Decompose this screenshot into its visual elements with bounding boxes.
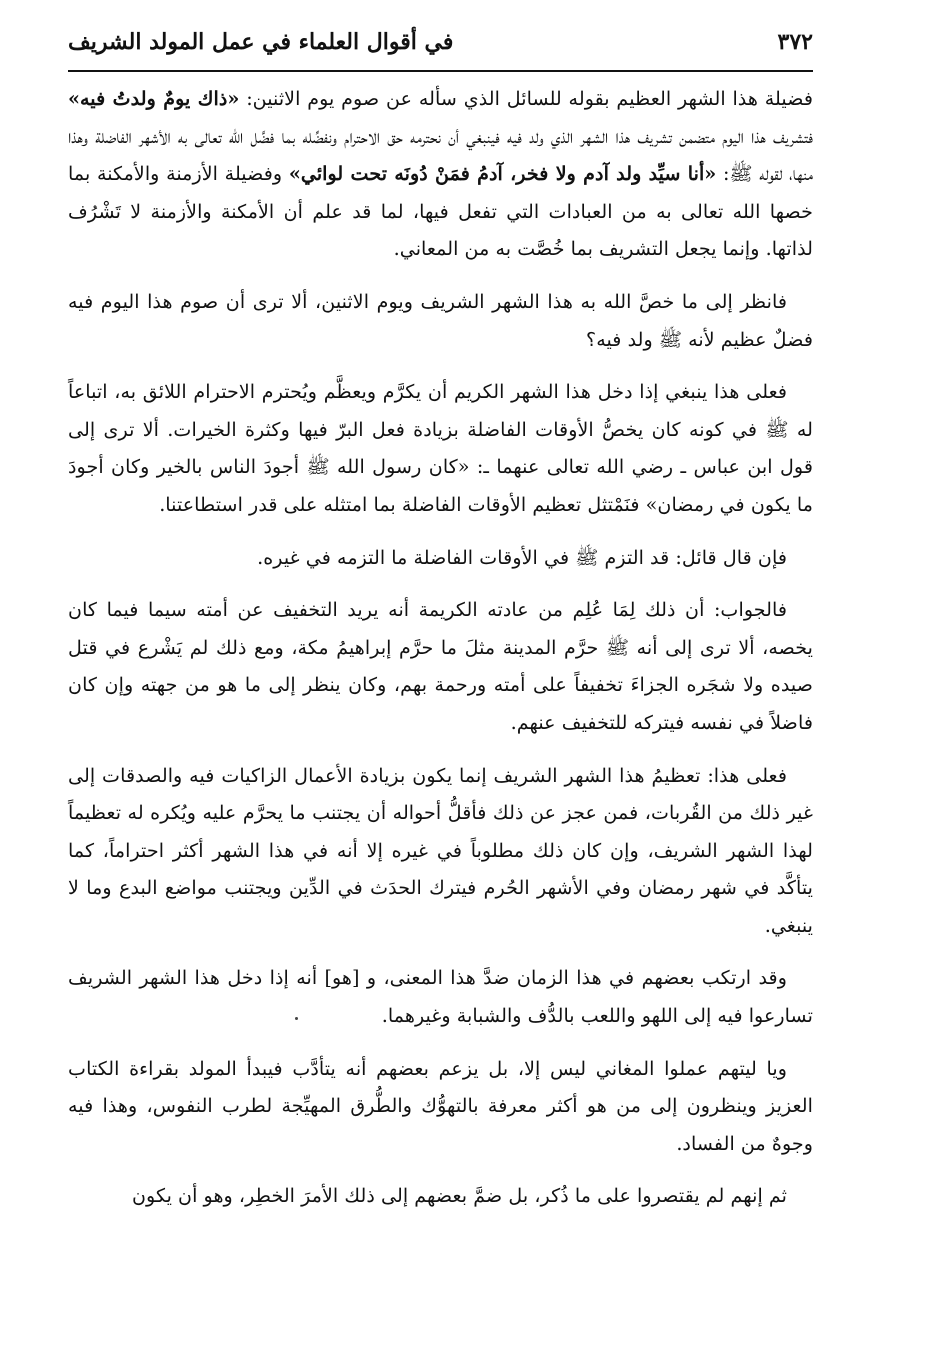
- paragraph-4-text: فإن قال قائل: قد التزم ﷺ في الأوقات الفاضلة ما التزمه في غيره.: [257, 545, 787, 569]
- paragraph-2-text: فانظر إلى ما خصَّ الله به هذا الشهر الشريف ويوم الاثنين، ألا ترى أن صوم هذا اليوم فيه فضلٌ عظيم لأنه ﷺ ولد فيه؟: [68, 289, 813, 351]
- paragraph-9: [68, 1177, 813, 1215]
- paragraph-1-text-3: وفضيلة الأزمنة والأمكنة بما خصها الله تعالى به من العبادات التي تفعل فيها، لما قد علم أن الأمكنة والأزمنة لا تَشْرُف لذاتها. وإنما يجعل التشريف بما خُصَّت به من المعاني.: [68, 162, 813, 261]
- hadith-quote-1: «ذاك يومٌ ولدتُ فيه»: [68, 87, 240, 110]
- paragraph-9-text: ثم إنهم لم يقتصروا على ما ذُكر، بل ضمَّ بعضهم إلى ذلك الأمرَ الخطِر، وهو أن يكون: [131, 1184, 787, 1208]
- paragraph-6-text: فعلى هذا: تعظيمُ هذا الشهر الشريف إنما يكون بزيادة الأعمال الزاكيات فيه والصدقات إلى غير ذلك من القُربات، فمن عجز عن ذلك فأقلُّ أحواله أن يجتنب ما يحرَّم عليه ويُكره له تعظيماً لهذا الشهر الشريف، وإن كان ذلك مطلوباً في غيره إلا أنه في هذا الشهر أكثر احتراماً، كما يتأكَّد في شهر رمضان وفي الأشهر الحُرم فيترك الحدَث في الدِّين ويجتنب مواضع البدع وما لا ينبغي.: [68, 763, 813, 937]
- paragraph-2: [68, 283, 813, 358]
- paragraph-1-text-2: فتشريف هذا اليوم متضمن تشريف هذا الشهر الذي ولد فيه فينبغي أن نحترمه حق الاحترام ونفضِّله بما فضَّل الله تعالى به الأشهر الفاضلة وهذا منها، لقوله ﷺ:: [68, 124, 813, 186]
- scan-speck: [295, 1017, 298, 1020]
- paragraph-3-text-2: فنَمْتثل تعظيم الأوقات الفاضلة بما امتثله على قدر استطاعتنا.: [159, 492, 646, 516]
- paragraph-7: [68, 959, 813, 1034]
- paragraph-7-text: وقد ارتكب بعضهم في هذا الزمان ضدَّ هذا المعنى، و [هو] أنه إذا دخل هذا الشهر الشريف تسارعوا فيه إلى اللهو واللعب بالدُّف والشبابة وغيرهما.: [68, 966, 813, 1028]
- paragraph-1: [68, 80, 813, 268]
- paragraph-6: [68, 757, 813, 945]
- hadith-quote-2: «أنا سيِّد ولد آدم ولا فخر، آدمُ فمَنْ دُونَه تحت لوائي»: [288, 162, 717, 186]
- hadith-quote-3: «كان رسول الله ﷺ أجودَ الناس بالخير وكان أجودَ ما يكون في رمضان»: [68, 455, 813, 516]
- paragraph-8-text: ويا ليتهم عملوا المغاني ليس إلا، بل يزعم بعضهم أنه يتأدَّب فيبدأ المولد بقراءة الكتاب العزيز وينظرون إلى من هو أكثر معرفة بالتهوُّك والطُّرق المهيِّجة لطرب النفوس، وهذا فيه وجوهٌ من الفساد.: [68, 1056, 813, 1155]
- running-header: [68, 18, 813, 66]
- page-number: ٣٧٢: [777, 29, 813, 55]
- paragraph-5: [68, 591, 813, 741]
- paragraph-3: [68, 373, 813, 523]
- paragraph-5-text: فالجواب: أن ذلك لِمَا عُلِم من عادته الكريمة أنه يريد التخفيف عن أمته سيما فيما كان يخصه، ألا ترى إلى أنه ﷺ حرَّم المدينة مثلَ ما حرَّم إبراهيمُ مكة، ومع ذلك لم يَشْرع في قتل صيده ولا شجَره الجزاءَ تخفيفاً على أمته ورحمة بهم، وكان ينظر إلى ما هو من جهته وإن كان فاضلاً في نفسه فيتركه للتخفيف عنهم.: [68, 598, 813, 734]
- paragraph-3-text-1: فعلى هذا ينبغي إذا دخل هذا الشهر الكريم أن يكرَّم ويعظَّم ويُحترم الاحترام اللائق به، اتباعاً له ﷺ في كونه كان يخصُّ الأوقات الفاضلة بزيادة فعل البرّ فيها وكثرة الخيرات. ألا ترى إلى قول ابن عباس ـ رضي الله تعالى عنهما ـ:: [68, 380, 813, 479]
- header-divider: [68, 70, 813, 72]
- running-title: في أقوال العلماء في عمل المولد الشريف: [68, 29, 454, 55]
- paragraph-1-text-1: فضيلة هذا الشهر العظيم بقوله للسائل الذي سأله عن صوم يوم الاثنين:: [239, 87, 814, 110]
- body-text: [68, 80, 813, 1230]
- paragraph-8: [68, 1050, 813, 1163]
- paragraph-4: [68, 539, 813, 577]
